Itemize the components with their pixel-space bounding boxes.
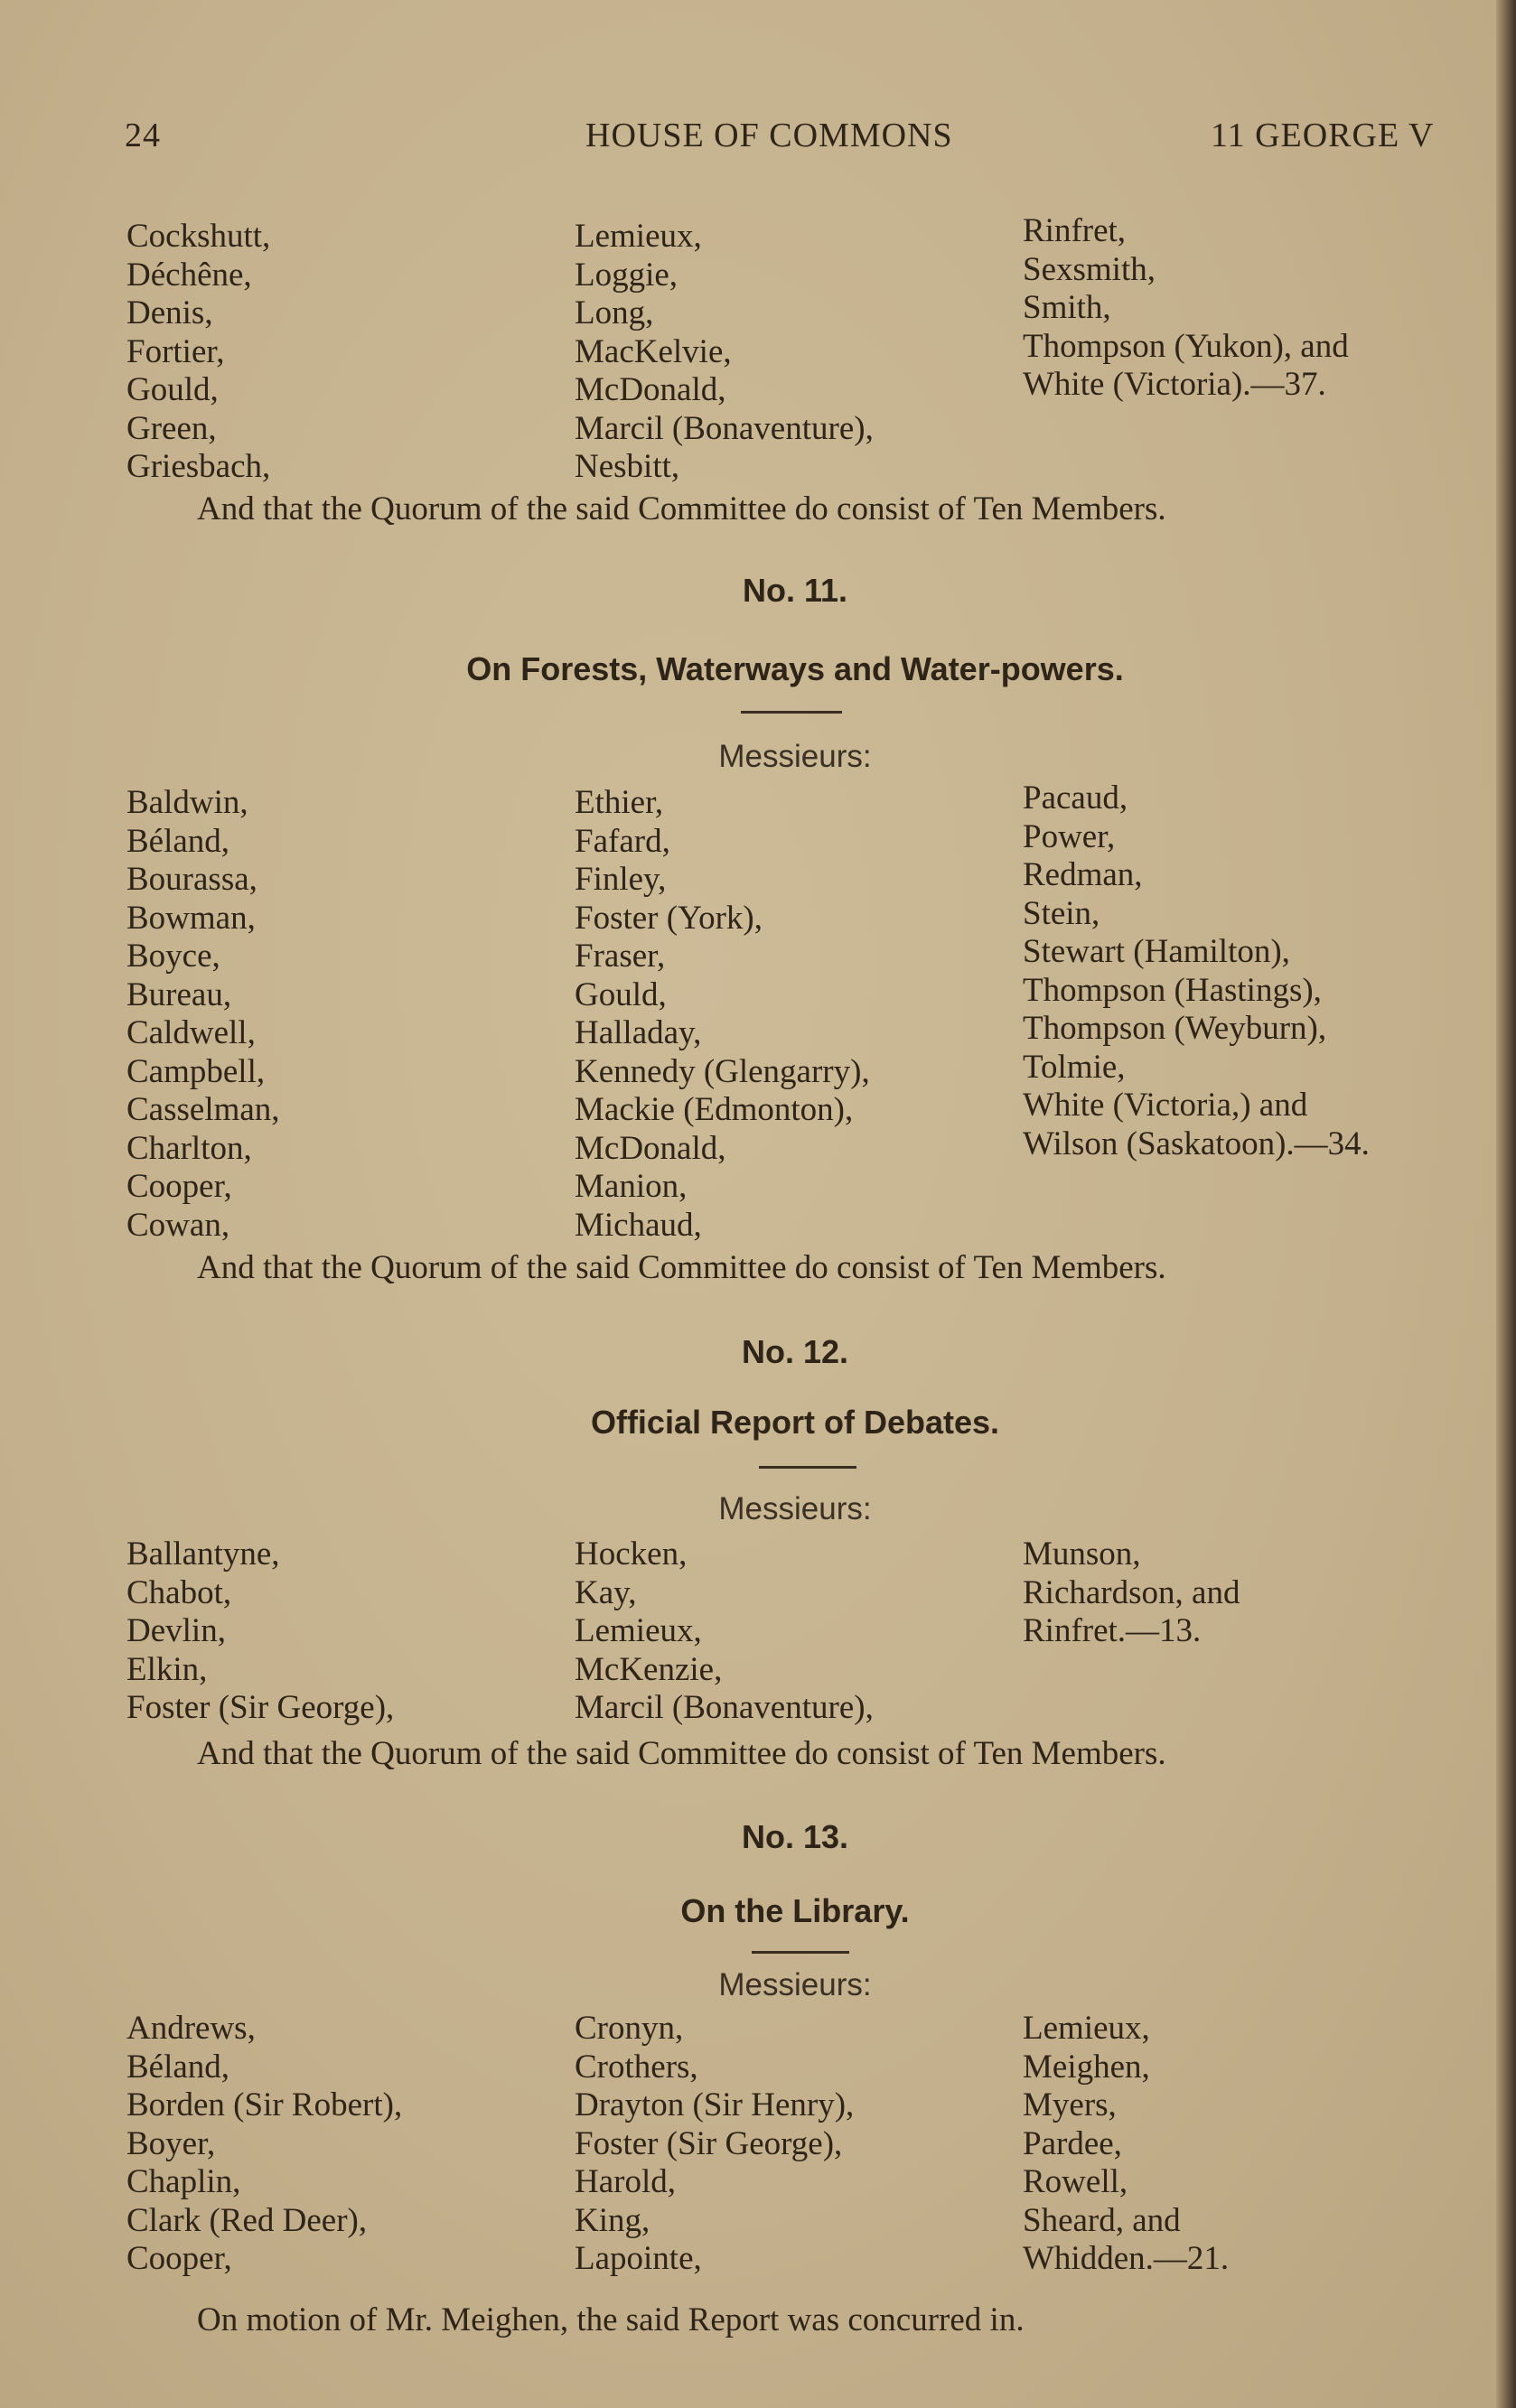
member-name: Gould, bbox=[575, 975, 667, 1013]
member-name: Clark (Red Deer), bbox=[126, 2201, 368, 2239]
closing-statement: On motion of Mr. Meighen, the said Report was concurred in. bbox=[197, 2301, 1025, 2338]
member-name: Béland, bbox=[126, 822, 230, 860]
member-name: Sexsmith, bbox=[1023, 250, 1156, 288]
member-name: Myers, bbox=[1023, 2086, 1117, 2123]
member-column bbox=[126, 1535, 394, 1728]
member-name: Elkin, bbox=[126, 1650, 208, 1688]
title-rule bbox=[741, 711, 842, 714]
committee-title: On Forests, Waterways and Water-powers. bbox=[466, 650, 1124, 687]
member-name: Crothers, bbox=[575, 2048, 698, 2086]
session-label: 11 GEORGE V bbox=[1211, 117, 1435, 154]
member-column bbox=[126, 2010, 402, 2279]
member-name: Cooper, bbox=[126, 1168, 232, 1205]
member-name: Bowman, bbox=[126, 899, 256, 937]
member-name: King, bbox=[575, 2201, 650, 2239]
member-name: Mackie (Edmonton), bbox=[575, 1091, 854, 1128]
member-name: Caldwell, bbox=[126, 1014, 256, 1051]
member-name: Déchêne, bbox=[126, 256, 252, 294]
member-name: Gould, bbox=[126, 371, 219, 408]
member-name: Hocken, bbox=[575, 1535, 688, 1573]
member-name: Ethier, bbox=[575, 784, 664, 821]
member-name: Harold, bbox=[575, 2163, 676, 2200]
member-name: Sheard, and bbox=[1023, 2201, 1181, 2239]
book-spine-shadow bbox=[1496, 0, 1516, 2408]
member-column bbox=[575, 218, 874, 487]
member-name: Power, bbox=[1023, 817, 1116, 855]
member-name: Lemieux, bbox=[575, 1612, 702, 1649]
member-column bbox=[1023, 1535, 1240, 1651]
member-name: Rinfret, bbox=[1023, 212, 1127, 249]
member-name: Borden (Sir Robert), bbox=[126, 2086, 403, 2123]
member-name: Andrews, bbox=[126, 2010, 256, 2047]
member-name: McDonald, bbox=[575, 1129, 726, 1167]
member-name: McKenzie, bbox=[575, 1650, 723, 1688]
member-name: Green, bbox=[126, 409, 217, 447]
member-name: Lemieux, bbox=[575, 218, 702, 255]
member-name: Charlton, bbox=[126, 1129, 252, 1167]
member-name: Cowan, bbox=[126, 1206, 230, 1244]
member-column bbox=[575, 784, 870, 1245]
member-name: Whidden.—21. bbox=[1023, 2240, 1230, 2277]
title-rule bbox=[752, 1951, 849, 1954]
quorum-statement: And that the Quorum of the said Committee do consist of Ten Members. bbox=[197, 1735, 1166, 1772]
member-name: Stein, bbox=[1023, 894, 1100, 932]
member-name: Tolmie, bbox=[1023, 1048, 1126, 1086]
member-name: Pardee, bbox=[1023, 2124, 1122, 2162]
member-name: Lemieux, bbox=[1023, 2010, 1150, 2047]
messieurs-label: Messieurs: bbox=[718, 1491, 872, 1526]
member-column bbox=[575, 2010, 854, 2279]
member-name: Long, bbox=[575, 294, 654, 331]
member-name: Nesbitt, bbox=[575, 448, 680, 485]
member-name: Casselman, bbox=[126, 1091, 280, 1128]
member-name: Marcil (Bonaventure), bbox=[575, 1689, 874, 1726]
member-name: Marcil (Bonaventure), bbox=[575, 409, 874, 447]
member-name: Fraser, bbox=[575, 938, 666, 975]
quorum-statement: And that the Quorum of the said Committee do consist of Ten Members. bbox=[197, 1249, 1166, 1286]
member-name: Kennedy (Glengarry), bbox=[575, 1052, 870, 1090]
committee-title: Official Report of Debates. bbox=[590, 1404, 1000, 1441]
member-name: Rowell, bbox=[1023, 2163, 1128, 2200]
member-name: Thompson (Hastings), bbox=[1023, 971, 1322, 1009]
committee-title: On the Library. bbox=[680, 1892, 910, 1929]
member-name: Thompson (Yukon), and bbox=[1023, 327, 1349, 365]
member-column bbox=[1023, 779, 1370, 1163]
member-name: Wilson (Saskatoon).—34. bbox=[1023, 1125, 1370, 1162]
member-name: Pacaud, bbox=[1023, 779, 1128, 817]
member-name: Baldwin, bbox=[126, 784, 248, 821]
member-name: Meighen, bbox=[1023, 2048, 1150, 2086]
member-name: Finley, bbox=[575, 861, 667, 898]
member-name: Foster (Sir George), bbox=[126, 1689, 395, 1726]
member-name: Fafard, bbox=[575, 822, 670, 860]
member-name: Bourassa, bbox=[126, 861, 257, 898]
member-name: Rinfret.—13. bbox=[1023, 1612, 1202, 1649]
messieurs-label: Messieurs: bbox=[718, 1967, 872, 2002]
member-name: Devlin, bbox=[126, 1612, 226, 1649]
messieurs-label: Messieurs: bbox=[718, 739, 872, 774]
member-name: Richardson, and bbox=[1023, 1573, 1240, 1611]
member-column bbox=[126, 218, 270, 487]
member-name: Stewart (Hamilton), bbox=[1023, 933, 1290, 970]
section-number: No. 11. bbox=[742, 572, 848, 609]
member-name: Denis, bbox=[126, 294, 213, 331]
section-number: No. 13. bbox=[741, 1818, 849, 1855]
member-name: Boyer, bbox=[126, 2124, 216, 2162]
member-name: Kay, bbox=[575, 1573, 637, 1611]
member-column bbox=[1023, 2010, 1229, 2279]
member-name: Chaplin, bbox=[126, 2163, 241, 2200]
page-number: 24 bbox=[125, 117, 161, 154]
member-name: Munson, bbox=[1023, 1535, 1141, 1573]
member-name: Griesbach, bbox=[126, 448, 271, 485]
member-column bbox=[126, 784, 280, 1245]
member-name: Foster (Sir George), bbox=[575, 2124, 843, 2162]
member-name: Boyce, bbox=[126, 938, 220, 975]
member-name: White (Victoria,) and bbox=[1023, 1087, 1308, 1124]
member-name: Campbell, bbox=[126, 1052, 266, 1090]
member-name: Manion, bbox=[575, 1168, 688, 1205]
member-name: Chabot, bbox=[126, 1573, 232, 1611]
member-name: Fortier, bbox=[126, 332, 225, 370]
running-title: HOUSE OF COMMONS bbox=[585, 117, 953, 154]
member-column bbox=[1023, 212, 1349, 405]
section-number: No. 12. bbox=[741, 1333, 849, 1370]
member-name: Cockshutt, bbox=[126, 218, 271, 255]
member-column bbox=[575, 1535, 874, 1728]
quorum-statement: And that the Quorum of the said Committee do consist of Ten Members. bbox=[197, 490, 1166, 527]
member-name: Bureau, bbox=[126, 975, 232, 1013]
member-name: Cooper, bbox=[126, 2240, 232, 2277]
member-name: Foster (York), bbox=[575, 899, 763, 937]
member-name: Loggie, bbox=[575, 256, 678, 294]
member-name: Cronyn, bbox=[575, 2010, 684, 2047]
member-name: Smith, bbox=[1023, 289, 1111, 326]
member-name: McDonald, bbox=[575, 371, 726, 408]
member-name: Béland, bbox=[126, 2048, 230, 2086]
member-name: Drayton (Sir Henry), bbox=[575, 2086, 855, 2123]
member-name: Thompson (Weyburn), bbox=[1023, 1010, 1327, 1047]
member-name: Redman, bbox=[1023, 856, 1143, 893]
member-name: MacKelvie, bbox=[575, 332, 732, 370]
member-name: Ballantyne, bbox=[126, 1535, 280, 1573]
title-rule bbox=[759, 1466, 856, 1469]
member-name: White (Victoria).—37. bbox=[1023, 366, 1326, 403]
member-name: Michaud, bbox=[575, 1206, 702, 1244]
member-name: Lapointe, bbox=[575, 2240, 702, 2277]
member-name: Halladay, bbox=[575, 1014, 702, 1051]
